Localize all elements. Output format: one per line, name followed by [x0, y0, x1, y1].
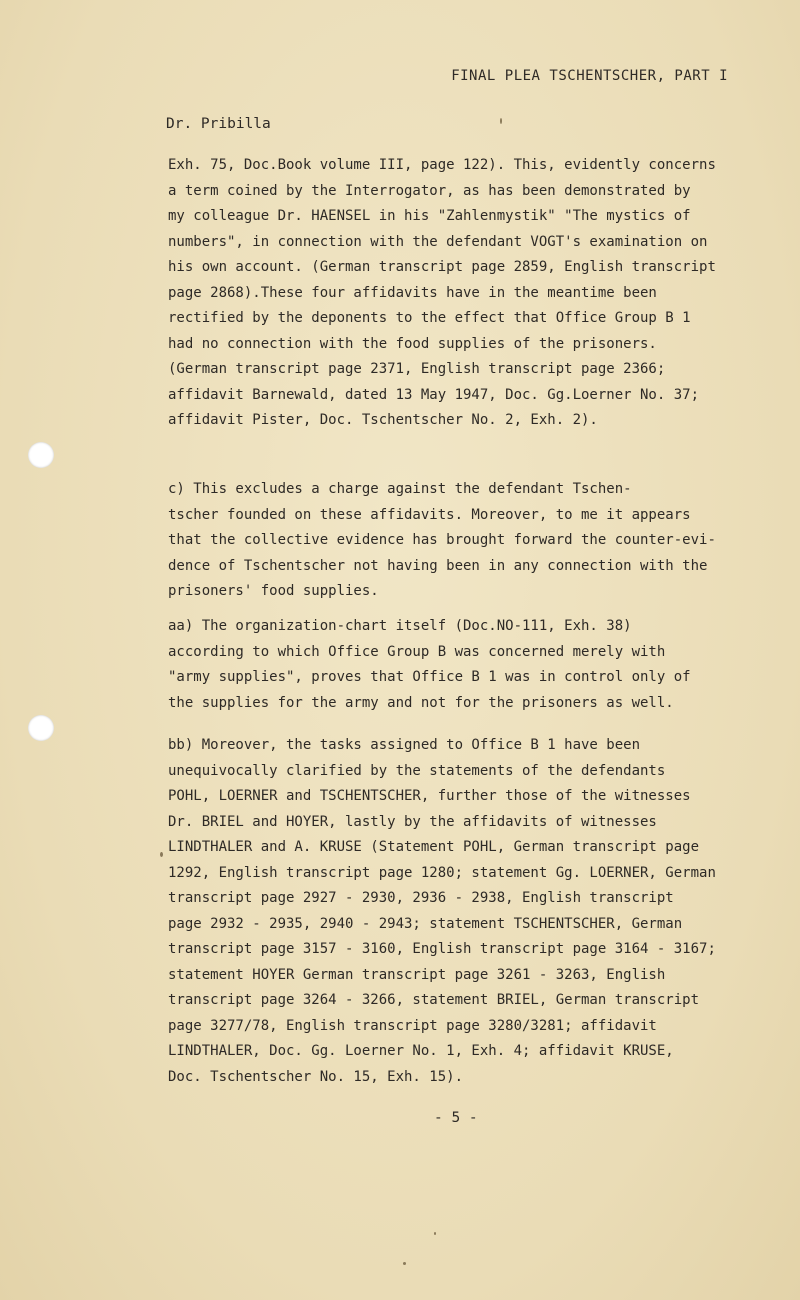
paragraph: bb) Moreover, the tasks assigned to Office B 1 have been unequivocally clarified by the statements of the defendants POHL, LOERNER and TSCHENTSCHER, further those of the witnesses Dr. BRIEL and HOYER, lastly by the affidavits of witnesses LINDTHALER and A. KRUSE (Statement POHL, German transcript page 1292, English transcript page 1280; statement Gg. LOERNER, German transcript page 2927 - 2930, 2936 - 2938, English transcript page 2932 - 2935, 2940 - 2943; statement TSCHENTSCHER, German transcript page 3157 - 3160, English transcript page 3164 - 3167; statement HOYER German transcript page 3261 - 3263, English transcript page 3264 - 3266, statement BRIEL, German transcript page 3277/78, English transcript page 3280/3281; affidavit LINDTHALER, Doc. Gg. Loerner No. 1, Exh. 4; affidavit KRUSE, Doc. Tschentscher No. 15, Exh. 15).: [168, 737, 716, 1085]
running-header: FINAL PLEA TSCHENTSCHER, PART I: [451, 68, 728, 84]
paper-speck: [160, 852, 163, 857]
paper-speck: [434, 1232, 436, 1235]
paragraph: Exh. 75, Doc.Book volume III, page 122). This, evidently concerns a term coined by the Interrogator, as has been demonstrated by my colleague Dr. HAENSEL in his "Zahlenmystik" "The mystics of numbers", in connection with the defendant VOGT's examination on his own account. (German transcript page 2859, English transcript page 2868).These four affidavits have in the meantime been rectified by the deponents to the effect that Office Group B 1 had no connection with the food supplies of the prisoners. (German transcript page 2371, English transcript page 2366; affidavit Barnewald, dated 13 May 1947, Doc. Gg.Loerner No. 37; affidavit Pister, Doc. Tschentscher No. 2, Exh. 2).: [168, 157, 716, 428]
paragraph: aa) The organization-chart itself (Doc.NO-111, Exh. 38) according to which Office Group B was concerned merely with "army supplies", proves that Office B 1 was in control only of the supplies for the army and not for the prisoners as well.: [168, 618, 691, 711]
page-number: - 5 -: [434, 1110, 478, 1126]
punch-hole: [28, 715, 54, 741]
author-name: Dr. Pribilla: [166, 116, 271, 132]
paper-speck: [500, 118, 502, 124]
paper-speck: [403, 1262, 406, 1265]
punch-hole: [28, 442, 54, 468]
paragraph: c) This excludes a charge against the defendant Tschen- tscher founded on these affidavits. Moreover, to me it appears that the collective evidence has brought forward the counter-evi- dence of Tschentscher not having been in any connection with the prisoners' food supplies.: [168, 481, 716, 599]
